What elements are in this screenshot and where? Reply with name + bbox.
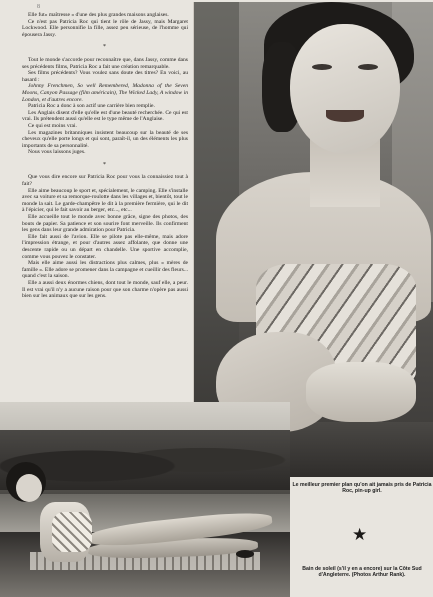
article-paragraph: Johnny Frenchmen, So well Remembered, Madonna of the Seven Moons, Canyon Passage (film américain), The Wicked Lady, A window in London, et d'autres encore. (22, 83, 188, 103)
bottom-photo-caption: Bain de soleil (s'il y en a encore) sur la Côte Sud d'Angleterre. (Photos Arthur Rank). (302, 566, 422, 579)
photo-face (290, 24, 400, 154)
article-paragraph: Tout le monde s'accorde pour reconnaître que, dans Jassy, comme dans ses précédents films, Patricia Roc a fait une création remarquable. (22, 56, 188, 70)
article-paragraph: Elle aime beaucoup le sport et, spécialement, le camping. Elle s'installe avec sa voiture et sa remorque-roulotte dans les villages et, bientôt, tout le monde la sait. Le garde-champêtre le dit à la première fermière, qui le dit à l'épicier, qui le fait savoir au berger, etc..., etc... (22, 187, 188, 214)
article-paragraph: Mais elle aime aussi les distractions plus calmes, plus « mères de famille ». Elle adore se promener dans la campagne et cueillir des fleurs... quand c'est la saison. (22, 260, 188, 280)
section-separator: * (103, 161, 107, 168)
article-paragraph: Ce n'est pas Patricia Roc qui tient le rôle de Jassy, mais Margaret Lockwood. Elle personnifie la fille, assez peu sérieuse, de l'homme qui épousera Jassy. (22, 18, 188, 38)
article-paragraph: Patricia Roc a donc à son actif une carrière bien remplie. (28, 103, 155, 110)
photo-eye (312, 64, 332, 70)
article-paragraph: Les magazines britanniques insistent beaucoup sur la beauté de ses cheveux qu'elle porte longs et qui sont, paraît-il, un des éléments les plus importants de sa personnalité. (22, 129, 188, 149)
photo-swimsuit (52, 512, 92, 552)
photo-mouth (326, 110, 364, 122)
photo-eye (358, 64, 378, 70)
article-paragraph: Elle fut« maîtresse » d'une des plus grandes maisons anglaises. (28, 12, 169, 18)
main-photo-caption: Le meilleur premier plan qu'on ait jamais pris de Patricia Roc, pin-up girl. (292, 482, 432, 495)
article-paragraph: Ses films précédents? Vous voulez sans doute des titres? En voici, au hasard : (22, 70, 188, 83)
photo-face (16, 474, 42, 502)
photo-hands (306, 362, 416, 422)
photo-slipper (236, 550, 254, 558)
sunbathing-photo (0, 402, 290, 597)
article-column (22, 12, 188, 404)
page-number: 8 (37, 4, 40, 10)
article-paragraph: Nous vous laissons juges. (28, 149, 86, 156)
article-paragraph: Elle accueille tout le monde avec bonne grâce, signe des photos, des bouts de papier. Sa patience et son sourire font merveille. Ils confirment les gens dans leur grande admiration pour Patricia. (22, 214, 188, 234)
section-separator: * (103, 44, 107, 51)
article-paragraph: Que vous dire encore sur Patricia Roc pour vous la connaissiez tout à fait? (22, 174, 188, 188)
article-paragraph: Les Anglais disent d'elle qu'elle est d'une beauté recherchée. Ce qui est vrai. Ils prétendent aussi qu'elle est le type même de l'Anglaise. (22, 109, 188, 123)
article-paragraph: Elle fait aussi de l'avion. Elle se pilote pas elle-même, mais adore l'impression étrange, et pour d'autres assez affolante, que donne une descente rapide ou un départ en chandelle. Une sportive accomplie, comme vous pouvez le constater. (22, 233, 188, 260)
article-paragraph: Elle a aussi deux énormes chiens, dont tout le monde, sauf elle, a peur. Il est vrai qu'il n'y a aucune raison pour que son charme n'opère pas aussi bien sur les animaux que sur les gens. (22, 279, 188, 300)
article-paragraph: Ce qui est moins vrai. (28, 122, 77, 129)
star-ornament-icon: ★ (352, 525, 368, 544)
